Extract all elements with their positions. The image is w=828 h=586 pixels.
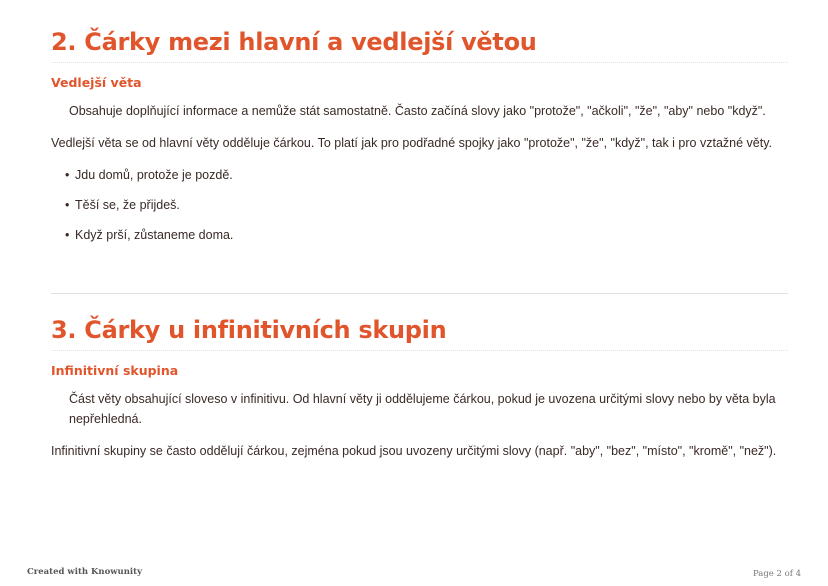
section-commas-infinitive: [51, 316, 788, 461]
list-item: [65, 165, 788, 185]
subheading-infinitive-group: Infinitivní skupina: [51, 363, 179, 378]
bullet-icon: •: [65, 168, 70, 182]
section-commas-main-subordinate: [51, 28, 788, 255]
footer-created-with: Created with Knowunity: [27, 567, 143, 577]
section-title: 3. Čárky u infinitivních skupin: [51, 316, 788, 351]
footer-page-number: Page 2 of 4: [752, 569, 801, 579]
bullet-icon: •: [65, 198, 70, 212]
list-item: [65, 225, 788, 245]
subheading-subordinate-clause: Vedlejší věta: [51, 75, 142, 90]
example-text: Jdu domů, protože je pozdě.: [75, 168, 233, 182]
paragraph-subordinate-rule: Vedlejší věta se od hlavní věty odděluje čárkou. To platí jak pro podřadné spojky jako "protože", "že", "když", tak i pro vztažné věty.: [51, 136, 772, 150]
examples-list: [65, 165, 788, 245]
section-divider: [51, 293, 788, 294]
list-item: [65, 195, 788, 215]
example-text: Těší se, že přijdeš.: [75, 198, 180, 212]
definition-subordinate-clause: Obsahuje doplňující informace a nemůže stát samostatně. Často začíná slovy jako "protože", "ačkoli", "že", "aby" nebo "když".: [69, 104, 766, 118]
section-title: 2. Čárky mezi hlavní a vedlejší větou: [51, 28, 788, 63]
bullet-icon: •: [65, 228, 70, 242]
example-text: Když prší, zůstaneme doma.: [75, 228, 234, 242]
definition-infinitive-group: Část věty obsahující sloveso v infinitivu. Od hlavní věty ji oddělujeme čárkou, pokud je uvozena určitými slovy nebo by věta byla nepřehledná.: [69, 392, 776, 426]
paragraph-infinitive-rule: Infinitivní skupiny se často oddělují čárkou, zejména pokud jsou uvozeny určitými slovy (např. "aby", "bez", "místo", "kromě", "než").: [51, 444, 777, 458]
